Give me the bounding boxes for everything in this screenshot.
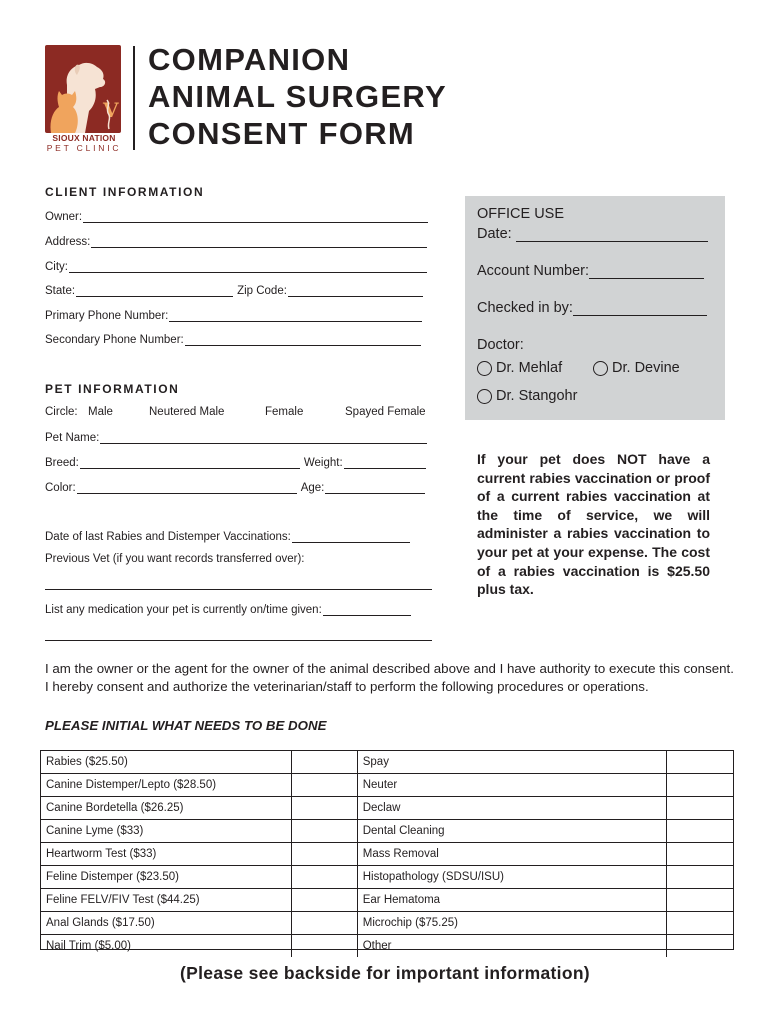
breed-input-line[interactable] [80, 457, 300, 469]
table-row [41, 866, 733, 889]
radio-circle-icon[interactable] [593, 361, 608, 376]
procedure-name: Microchip ($75.25) [357, 912, 666, 935]
radio-circle-icon[interactable] [477, 361, 492, 376]
option-male[interactable]: Male [88, 406, 113, 418]
dog-cat-logo-icon [45, 45, 121, 133]
procedure-name: Ear Hematoma [357, 889, 666, 912]
initial-box[interactable] [292, 774, 358, 797]
svg-text:V: V [103, 98, 119, 122]
procedure-name: Heartworm Test ($33) [41, 843, 292, 866]
checked-in-input-line[interactable] [573, 301, 707, 316]
procedure-name: Canine Lyme ($33) [41, 820, 292, 843]
initial-box[interactable] [666, 843, 733, 866]
checked-in-label: Checked in by: [477, 300, 573, 316]
state-input-line[interactable] [76, 285, 233, 297]
office-use-box [465, 196, 725, 420]
logo-brand-name: SIOUX NATION [52, 133, 116, 143]
clinic-logo [45, 45, 121, 133]
initial-box[interactable] [666, 889, 733, 912]
zip-input-line[interactable] [288, 285, 423, 297]
age-input-line[interactable] [325, 482, 425, 494]
secondary-phone-field[interactable] [45, 332, 421, 346]
table-row [41, 820, 733, 843]
table-row [41, 774, 733, 797]
doctor-name-stangohr: Dr. Stangohr [496, 388, 578, 404]
initial-box[interactable] [292, 866, 358, 889]
procedure-name: Rabies ($25.50) [41, 751, 292, 774]
address-field[interactable] [45, 234, 427, 248]
doctor-option-mehlaf[interactable] [477, 360, 562, 376]
vaccination-date-field[interactable] [45, 529, 410, 543]
medication-label: List any medication your pet is currently on/time given: [45, 604, 322, 616]
procedure-name: Spay [357, 751, 666, 774]
primary-phone-label: Primary Phone Number: [45, 310, 169, 322]
table-row [41, 843, 733, 866]
pet-info-heading: PET INFORMATION [45, 382, 180, 396]
doctor-label: Doctor: [477, 337, 524, 353]
initial-instructions-heading: PLEASE INITIAL WHAT NEEDS TO BE DONE [45, 718, 327, 733]
initial-box[interactable] [666, 866, 733, 889]
procedure-name: Other [357, 935, 666, 958]
procedure-name: Histopathology (SDSU/ISU) [357, 866, 666, 889]
medication-input-line[interactable] [323, 604, 411, 616]
table-row [41, 935, 733, 958]
initial-box[interactable] [666, 935, 733, 958]
consent-statement: I am the owner or the agent for the owner of the animal described above and I have authority to execute this consent. I hereby consent and authorize the veterinarian/staff to perform the following procedures or operations. [45, 661, 734, 694]
procedure-name: Anal Glands ($17.50) [41, 912, 292, 935]
initial-box[interactable] [292, 751, 358, 774]
owner-field[interactable] [45, 209, 428, 223]
initial-box[interactable] [666, 820, 733, 843]
office-date-label: Date: [477, 226, 512, 242]
city-input-line[interactable] [69, 261, 427, 273]
table-row [41, 797, 733, 820]
table-row [41, 751, 733, 774]
zip-label: Zip Code: [237, 285, 287, 297]
state-zip-field[interactable] [45, 283, 423, 297]
radio-circle-icon[interactable] [477, 389, 492, 404]
address-input-line[interactable] [91, 236, 427, 248]
circle-label: Circle: [45, 406, 78, 418]
option-spayed-female[interactable]: Spayed Female [345, 406, 426, 418]
primary-phone-field[interactable] [45, 308, 422, 322]
owner-input-line[interactable] [83, 211, 428, 223]
title-line-1: COMPANION [148, 42, 351, 77]
state-label: State: [45, 285, 76, 297]
previous-vet-label: Previous Vet (if you want records transferred over): [45, 553, 305, 565]
initial-box[interactable] [666, 751, 733, 774]
office-use-label: OFFICE USE [477, 206, 565, 222]
doctor-name-devine: Dr. Devine [612, 360, 680, 376]
owner-label: Owner: [45, 211, 83, 223]
checked-in-field[interactable] [477, 300, 707, 316]
weight-input-line[interactable] [344, 457, 426, 469]
option-female[interactable]: Female [265, 406, 304, 418]
age-label: Age: [300, 482, 325, 494]
title-line-3: CONSENT FORM [148, 116, 416, 151]
backside-note: (Please see backside for important information) [180, 963, 590, 983]
weight-label: Weight: [303, 457, 343, 469]
procedures-table [40, 750, 734, 950]
initial-box[interactable] [666, 912, 733, 935]
breed-weight-field[interactable] [45, 455, 426, 469]
procedure-name: Feline FELV/FIV Test ($44.25) [41, 889, 292, 912]
procedure-name: Dental Cleaning [357, 820, 666, 843]
procedure-name: Neuter [357, 774, 666, 797]
primary-phone-input-line[interactable] [169, 310, 422, 322]
initial-box[interactable] [292, 843, 358, 866]
color-label: Color: [45, 482, 76, 494]
color-age-field[interactable] [45, 480, 425, 494]
office-date-input-line[interactable] [516, 227, 708, 242]
account-number-input-line[interactable] [589, 264, 704, 279]
logo-sub-name: PET CLINIC [46, 143, 122, 153]
doctor-option-devine[interactable] [593, 360, 680, 376]
secondary-phone-label: Secondary Phone Number: [45, 334, 184, 346]
pet-name-label: Pet Name: [45, 432, 100, 444]
doctor-option-stangohr[interactable] [477, 388, 577, 404]
secondary-phone-input-line[interactable] [185, 334, 421, 346]
city-field[interactable] [45, 259, 427, 273]
table-row [41, 912, 733, 935]
vaccination-date-label: Date of last Rabies and Distemper Vaccinations: [45, 531, 291, 543]
header-divider [133, 46, 135, 150]
rabies-vaccination-note: If your pet does NOT have a current rabies vaccination or proof of a current rabies vaccination at the time of service, we will administer a rabies vaccination to your pet at your expense. The cost of a rabies vaccination is $25.50 plus tax. [477, 451, 710, 598]
initial-box[interactable] [292, 935, 358, 958]
procedure-name: Declaw [357, 797, 666, 820]
previous-vet-input-line[interactable] [45, 578, 432, 590]
procedure-name: Canine Distemper/Lepto ($28.50) [41, 774, 292, 797]
procedure-name: Feline Distemper ($23.50) [41, 866, 292, 889]
pet-name-field[interactable] [45, 430, 427, 444]
medication-input-line-2[interactable] [45, 629, 432, 641]
office-date-field[interactable] [477, 226, 708, 242]
initial-box[interactable] [292, 797, 358, 820]
color-input-line[interactable] [77, 482, 297, 494]
address-label: Address: [45, 236, 91, 248]
account-number-label: Account Number: [477, 263, 590, 279]
initial-box[interactable] [292, 912, 358, 935]
account-number-field[interactable] [477, 263, 704, 279]
initial-box[interactable] [292, 820, 358, 843]
procedure-name: Canine Bordetella ($26.25) [41, 797, 292, 820]
procedure-name: Mass Removal [357, 843, 666, 866]
initial-box[interactable] [292, 889, 358, 912]
doctor-name-mehlaf: Dr. Mehlaf [496, 360, 563, 376]
medication-field[interactable] [45, 602, 411, 616]
procedure-name: Nail Trim ($5.00) [41, 935, 292, 958]
initial-box[interactable] [666, 797, 733, 820]
breed-label: Breed: [45, 457, 79, 469]
pet-name-input-line[interactable] [100, 432, 427, 444]
sex-options-row [45, 406, 78, 418]
vaccination-date-input-line[interactable] [292, 531, 410, 543]
option-neutered-male[interactable]: Neutered Male [149, 406, 225, 418]
client-info-heading: CLIENT INFORMATION [45, 185, 205, 199]
city-label: City: [45, 261, 68, 273]
initial-box[interactable] [666, 774, 733, 797]
table-row [41, 889, 733, 912]
title-line-2: ANIMAL SURGERY [148, 79, 447, 114]
